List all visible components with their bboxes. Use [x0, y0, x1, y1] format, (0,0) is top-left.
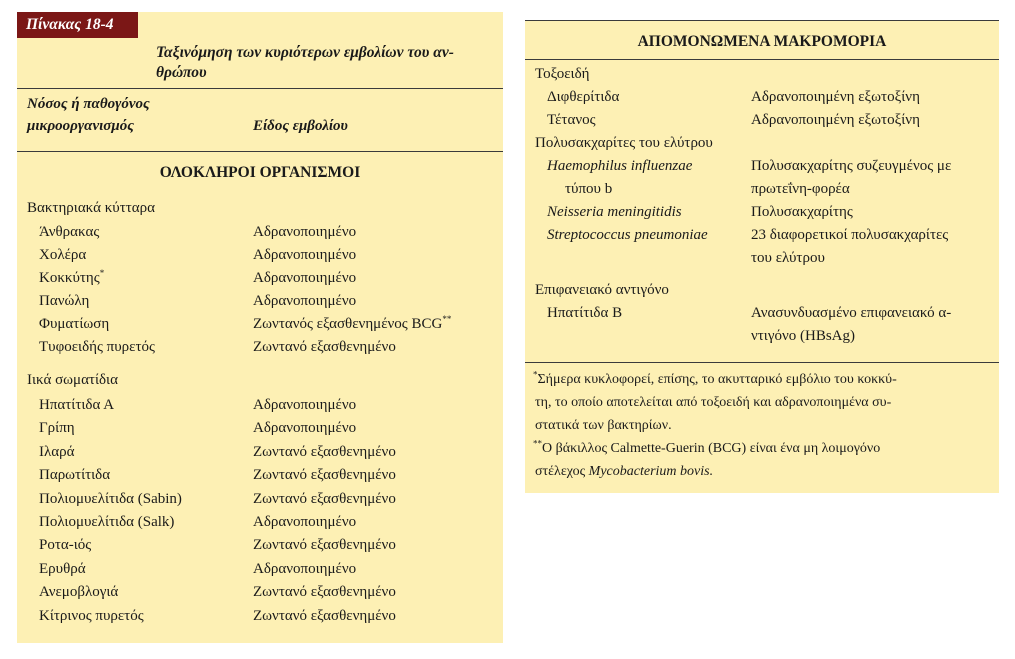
- row-name: Τυφοειδής πυρετός: [39, 339, 155, 355]
- row-type: Αδρανοποιημένο: [253, 247, 357, 263]
- row-type: Ζωντανό εξασθενημένο: [253, 467, 396, 484]
- row-type: Ζωντανός εξασθενημένος BCG**: [253, 314, 452, 332]
- row-name: Πανώλη: [39, 293, 90, 309]
- vaccine-table-right: [525, 20, 999, 493]
- row-type: Ζωντανό εξασθενημένο: [253, 339, 396, 355]
- row-name: Πολιομυελίτιδα (Salk): [39, 514, 175, 530]
- row-name: Ιλαρά: [39, 443, 75, 460]
- section-divider: [525, 59, 999, 60]
- row-name: Παρωτίτιδα: [39, 467, 111, 484]
- row-type: Αδρανοποιημένο: [253, 397, 357, 413]
- row-name: Streptococcus pneumoniae: [547, 227, 708, 243]
- row-type: Αδρανοποιημένο: [253, 514, 357, 530]
- group-bacterial-cells: Βακτηριακά κύτταρα: [27, 200, 155, 216]
- row-type: Αδρανοποιημένη εξωτοξίνη: [751, 89, 920, 105]
- section-whole-organisms: ΟΛΟΚΛΗΡΟΙ ΟΡΓΑΝΙΣΜΟΙ: [159, 164, 361, 181]
- vaccine-table-left: [17, 12, 503, 643]
- row-type: Ζωντανό εξασθενημένο: [253, 584, 396, 601]
- row-type: Ζωντανό εξασθενημένο: [253, 443, 396, 460]
- footnote-2-line1: **Ο βάκιλλος Calmette-Guerin (BCG) είναι ένα μη λοιμογόνο: [533, 438, 881, 456]
- row-name: Φυματίωση: [39, 316, 110, 332]
- footnote-2-line2: στέλεχος Mycobacterium bovis.: [535, 464, 714, 479]
- row-name: Πολιομυελίτιδα (Sabin): [39, 490, 182, 507]
- table-number-tag: Πίνακας 18-4: [17, 12, 138, 38]
- row-name: Neisseria meningitidis: [547, 204, 682, 220]
- row-type: Αδρανοποιημένο: [253, 560, 357, 577]
- group-capsular-polysaccharides: Πολυσακχαρίτες του ελύτρου: [535, 135, 713, 151]
- row-name: Ερυθρά: [39, 560, 86, 577]
- row-type: Ζωντανό εξασθενημένο: [253, 607, 396, 624]
- col-header-vaccine-type: Είδος εμβολίου: [253, 118, 348, 134]
- row-name: Ηπατίτιδα Α: [39, 397, 115, 413]
- row-name: Κίτρινος πυρετός: [39, 607, 144, 624]
- row-name: Διφθερίτιδα: [547, 89, 620, 105]
- row-type: Ανασυνδυασμένο επιφανειακό α-: [751, 305, 952, 321]
- row-name: Άνθρακας: [39, 224, 100, 240]
- row-type: Πολυσακχαρίτης συζευγμένος με: [751, 158, 952, 174]
- row-name: Ροτα-ιός: [39, 537, 92, 554]
- row-type: Ζωντανό εξασθενημένο: [253, 537, 396, 554]
- group-viral-particles: Ιικά σωματίδια: [27, 372, 118, 388]
- row-type: Ζωντανό εξασθενημένο: [253, 490, 396, 507]
- row-name-cont: τύπου b: [565, 181, 613, 197]
- header-divider: [17, 151, 503, 152]
- row-type: Αδρανοποιημένο: [253, 420, 357, 437]
- footnote-1-line1: *Σήμερα κυκλοφορεί, επίσης, το ακυτταρικό εμβόλιο του κοκκύ-: [533, 369, 897, 387]
- row-name: Τέτανος: [547, 112, 596, 128]
- row-name: Χολέρα: [39, 247, 87, 263]
- footnote-1-line2: τη, το οποίο αποτελείται από τοξοειδή και αδρανοποιημένα συ-: [535, 395, 892, 410]
- row-type: Πολυσακχαρίτης: [751, 204, 853, 220]
- col-header-pathogen-line1: Νόσος ή παθογόνος: [27, 96, 150, 112]
- table-title-line2: θρώπου: [156, 64, 207, 81]
- top-border: [525, 20, 999, 21]
- row-type: Αδρανοποιημένο: [253, 224, 357, 240]
- section-isolated-macromolecules: ΑΠΟΜΟΝΩΜΕΝΑ ΜΑΚΡΟΜΟΡΙΑ: [637, 33, 887, 50]
- table-title-line1: Ταξινόμηση των κυριότερων εμβολίων του αν-: [156, 44, 454, 61]
- row-name: Haemophilus influenzae: [547, 158, 693, 174]
- col-header-pathogen-line2: μικροοργανισμός: [27, 118, 134, 134]
- row-type-cont: του ελύτρου: [751, 250, 825, 266]
- row-type: Αδρανοποιημένο: [253, 293, 357, 309]
- row-name: Ηπατίτιδα Β: [547, 305, 623, 321]
- footnote-1-line3: στατικά των βακτηρίων.: [535, 418, 672, 433]
- row-name: Γρίπη: [39, 420, 75, 437]
- row-name: Κοκκύτης*: [39, 268, 105, 286]
- row-type-cont: πρωτεΐνη-φορέα: [751, 181, 850, 197]
- group-surface-antigen: Επιφανειακό αντιγόνο: [535, 282, 669, 298]
- group-toxoids: Τοξοειδή: [535, 66, 590, 82]
- row-type: 23 διαφορετικοί πολυσακχαρίτες: [751, 227, 949, 243]
- title-divider: [17, 88, 503, 89]
- row-type: Αδρανοποιημένη εξωτοξίνη: [751, 112, 920, 128]
- row-name: Ανεμοβλογιά: [39, 584, 119, 601]
- row-type-cont: ντιγόνο (HBsAg): [751, 328, 856, 344]
- footnote-divider: [525, 362, 999, 363]
- row-type: Αδρανοποιημένο: [253, 270, 357, 286]
